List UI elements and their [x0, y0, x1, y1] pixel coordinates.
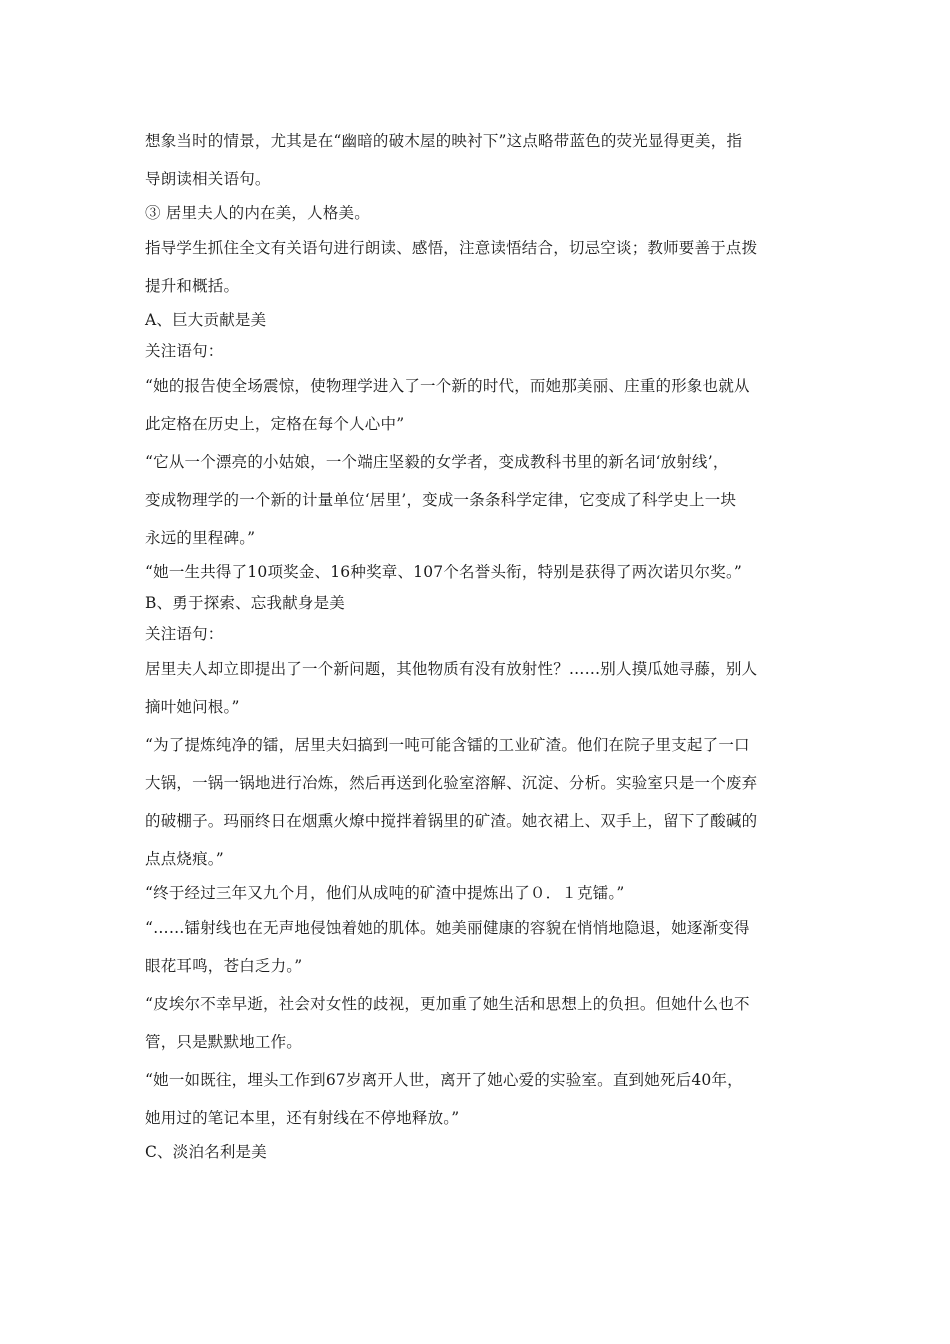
text-line: “终于经过三年又九个月，他们从成吨的矿渣中提炼出了０．１克镭。”: [145, 884, 625, 902]
text-line: 关注语句：: [145, 625, 224, 643]
text-line: 想象当时的情景，尤其是在“幽暗的破木屋的映衬下”这点略带蓝色的荧光显得更美，指: [145, 132, 743, 150]
section-heading: A、巨大贡献是美: [145, 311, 267, 329]
text-line: “它从一个漂亮的小姑娘，一个端庄坚毅的女学者，变成教科书里的新名词‘放射线’，: [145, 453, 729, 471]
text-line: 导朗读相关语句。: [145, 170, 271, 188]
text-line: 变成物理学的一个新的计量单位‘居里’，变成一条条科学定律，它变成了科学史上一块: [145, 491, 737, 509]
text-line: “她的报告使全场震惊，使物理学进入了一个新的时代，而她那美丽、庄重的形象也就从: [145, 377, 750, 395]
text-line: 眼花耳鸣，苍白乏力。”: [145, 957, 303, 975]
text-line: 指导学生抓住全文有关语句进行朗读、感悟，注意读悟结合，切忌空谈；教师要善于点拨: [145, 239, 758, 257]
text-line: 摘叶她问根。”: [145, 698, 240, 716]
text-line: ③ 居里夫人的内在美，人格美。: [145, 204, 370, 222]
text-line: “她一生共得了10项奖金、16种奖章、107个名誉头衔，特别是获得了两次诺贝尔奖。”: [145, 563, 743, 581]
text-line: 提升和概括。: [145, 277, 240, 295]
text-line: 关注语句：: [145, 342, 224, 360]
section-heading: B、勇于探索、忘我献身是美: [145, 594, 345, 612]
text-line: 的破棚子。玛丽终日在烟熏火燎中搅拌着锅里的矿渣。她衣裙上、双手上，留下了酸碱的: [145, 812, 758, 830]
text-line: 居里夫人却立即提出了一个新问题，其他物质有没有放射性？……别人摸瓜她寻藤，别人: [145, 660, 758, 678]
text-line: “为了提炼纯净的镭，居里夫妇搞到一吨可能含镭的工业矿渣。他们在院子里支起了一口: [145, 736, 750, 754]
text-line: 永远的里程碑。”: [145, 529, 256, 547]
text-line: 此定格在历史上，定格在每个人心中”: [145, 415, 405, 433]
text-line: “……镭射线也在无声地侵蚀着她的肌体。她美丽健康的容貌在悄悄地隐退，她逐渐变得: [145, 919, 750, 937]
text-line: 点点烧痕。”: [145, 850, 224, 868]
text-line: “皮埃尔不幸早逝，社会对女性的歧视，更加重了她生活和思想上的负担。但她什么也不: [145, 995, 750, 1013]
section-heading: C、淡泊名利是美: [145, 1143, 267, 1161]
document-page: [145, 122, 810, 1168]
text-line: “她一如既往，埋头工作到67岁离开人世，离开了她心爱的实验室。直到她死后40年，: [145, 1071, 743, 1089]
text-line: 大锅，一锅一锅地进行冶炼，然后再送到化验室溶解、沉淀、分析。实验室只是一个废弃: [145, 774, 758, 792]
text-line: 管，只是默默地工作。: [145, 1033, 303, 1051]
text-line: 她用过的笔记本里，还有射线在不停地释放。”: [145, 1109, 460, 1127]
